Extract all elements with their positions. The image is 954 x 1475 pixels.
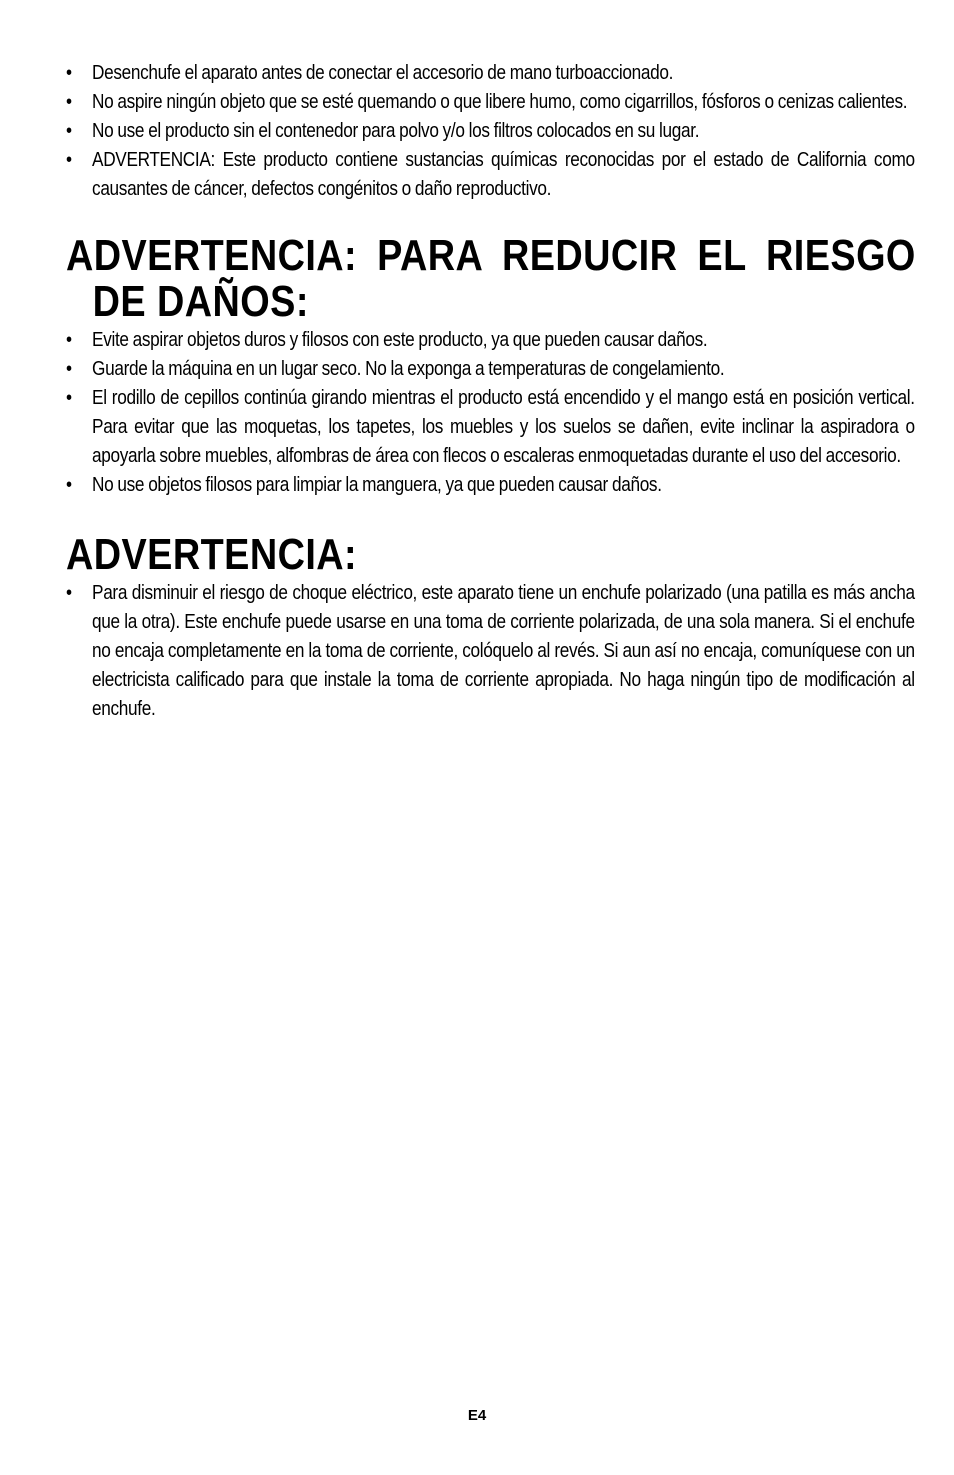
list-item: • ADVERTENCIA: Este producto contiene sustancias químicas reconocidas por el estado de California como causantes de cáncer, defectos congénitos o daño reproductivo. (66, 145, 915, 203)
list-item: • Evite aspirar objetos duros y filosos con este producto, ya que pueden causar daños. (66, 325, 915, 354)
manual-page (66, 58, 916, 723)
list-item: • No use objetos filosos para limpiar la manguera, ya que pueden causar daños. (66, 470, 915, 499)
section-heading-damage: ADVERTENCIA: PARA REDUCIR EL RIESGO DE DAÑOS: (66, 231, 916, 326)
safety-section-damage (66, 231, 916, 499)
safety-section-general (66, 58, 915, 203)
bullet-list-general (66, 58, 915, 203)
bullet-list-electric (66, 578, 915, 723)
list-item: • No aspire ningún objeto que se esté quemando o que libere humo, como cigarrillos, fósforos o cenizas calientes. (66, 87, 915, 116)
page-number: E4 (467, 1407, 487, 1424)
list-item: • Para disminuir el riesgo de choque eléctrico, este aparato tiene un enchufe polarizado (una patilla es más ancha que la otra). Este enchufe puede usarse en una toma de corriente polarizada, de una sola manera. Si el enchufe no encaja completamente en la toma de corriente, colóquelo al revés. Si aun así no encaja, comuníquese con un electricista calificado para que instale la toma de corriente apropiada. No haga ningún tipo de modificación al enchufe. (66, 578, 915, 723)
list-item: • Desenchufe el aparato antes de conectar el accesorio de mano turboaccionado. (66, 58, 915, 87)
list-item: • El rodillo de cepillos continúa girando mientras el producto está encendido y el mango está en posición vertical. Para evitar que las moquetas, los tapetes, los muebles y los suelos se dañen, evite inclinar la aspiradora o apoyarla sobre muebles, alfombras de área con flecos o escaleras enmoquetadas durante el uso del accesorio. (66, 383, 915, 470)
safety-section-electric (66, 530, 915, 723)
list-item: • Guarde la máquina en un lugar seco. No la exponga a temperaturas de congelamiento. (66, 354, 915, 383)
bullet-list-damage (66, 325, 915, 499)
section-heading-electric: ADVERTENCIA: (66, 530, 358, 579)
list-item: • No use el producto sin el contenedor para polvo y/o los filtros colocados en su lugar. (66, 116, 915, 145)
